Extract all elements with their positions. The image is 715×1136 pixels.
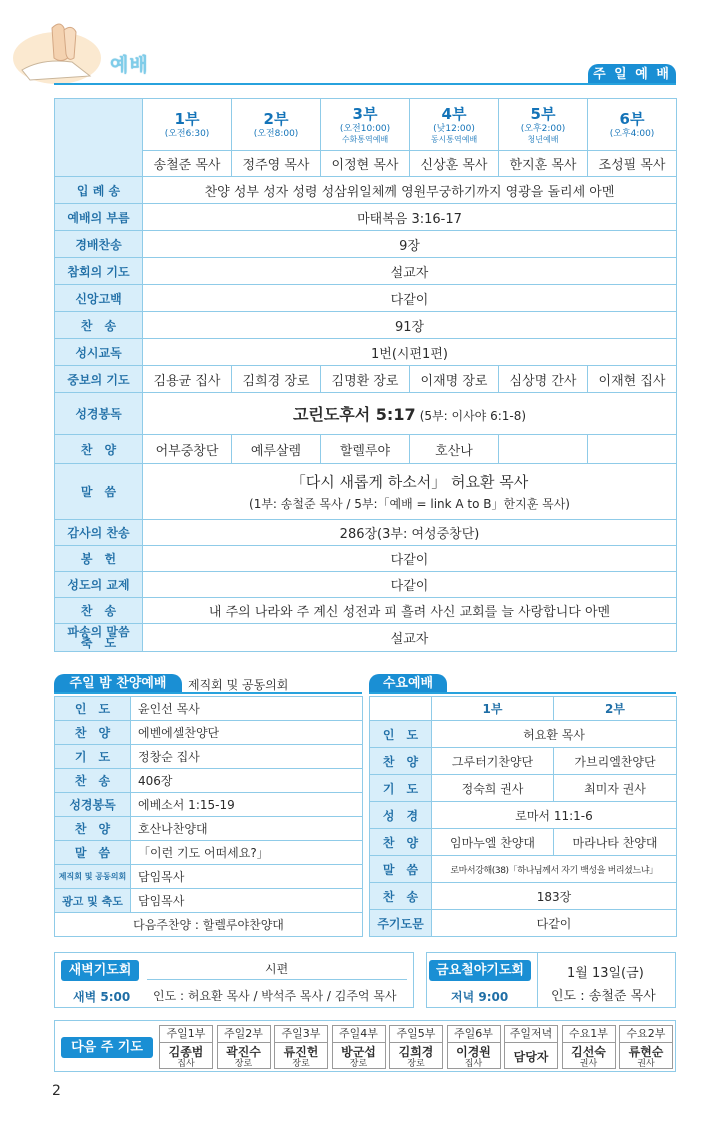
service-5-header: 5부 (오후2:00) 청년예배 bbox=[499, 99, 588, 151]
row-label: 찬 송 bbox=[370, 883, 432, 910]
sunday-evening-tab: 주일 밤 찬양예배 bbox=[54, 674, 182, 694]
prayer-1: 정숙희 권사 bbox=[432, 775, 554, 802]
col-header-2: 2부 bbox=[554, 697, 677, 721]
row-label: 찬 양 bbox=[55, 721, 131, 745]
row-label: 경배찬송 bbox=[55, 231, 143, 258]
friday-divider bbox=[537, 953, 538, 1007]
psalter-reading: 1번(시편1편) bbox=[143, 339, 677, 366]
next-week-day: 주일6부 bbox=[448, 1026, 500, 1043]
anthem-2: 가브리엘찬양단 bbox=[554, 748, 677, 775]
row-label: 말 씀 bbox=[55, 464, 143, 520]
row-value: 에벤에셀찬양단 bbox=[131, 721, 363, 745]
next-week-cell bbox=[389, 1025, 443, 1069]
call-to-worship: 마태복음 3:16-17 bbox=[143, 204, 677, 231]
anthem2-1: 임마누엘 찬양대 bbox=[432, 829, 554, 856]
pastor-2: 정주영 목사 bbox=[232, 151, 321, 177]
pastor-row bbox=[55, 151, 677, 177]
row-label: 찬 양 bbox=[370, 829, 432, 856]
next-week-name: 방군섭 bbox=[341, 1045, 376, 1059]
praying-hands-icon bbox=[12, 18, 102, 84]
row-label: 찬 송 bbox=[55, 598, 143, 624]
wednesday-divider bbox=[369, 692, 676, 694]
next-week-role: 권사 bbox=[637, 1059, 655, 1069]
dawn-leaders: 인도 : 허요환 목사 / 박석주 목사 / 김주억 목사 bbox=[153, 989, 397, 1003]
friday-prayer-tab: 금요철야기도회 bbox=[429, 960, 531, 981]
intercessor: 김명환 장로 bbox=[321, 366, 410, 393]
anthem-choir bbox=[499, 435, 588, 464]
row-label: 인 도 bbox=[55, 697, 131, 721]
next-week-day: 주일3부 bbox=[275, 1026, 327, 1043]
service-header-row bbox=[55, 99, 677, 151]
sending-label: 파송의 말씀 bbox=[67, 624, 130, 639]
creed: 다같이 bbox=[143, 285, 677, 312]
scripture-note: (5부: 이사야 6:1-8) bbox=[419, 409, 527, 423]
row-label: 기 도 bbox=[55, 745, 131, 769]
service-3-header: 3부 (오전10:00) 수화통역예배 bbox=[321, 99, 410, 151]
service-2-header: 2부 (오전8:00) bbox=[232, 99, 321, 151]
anthem-choir bbox=[588, 435, 677, 464]
next-week-cell bbox=[274, 1025, 328, 1069]
sermon-value: 로마서강해(38)「하나님께서 자기 백성을 버리셨느냐」 bbox=[432, 856, 677, 883]
row-label: 기 도 bbox=[370, 775, 432, 802]
leader-value: 허요환 목사 bbox=[432, 721, 677, 748]
dawn-prayer-tab: 새벽기도회 bbox=[61, 960, 139, 981]
friday-time: 저녁 9:00 bbox=[451, 990, 509, 1004]
row-label: 말 씀 bbox=[370, 856, 432, 883]
next-week-day: 주일2부 bbox=[218, 1026, 270, 1043]
row-label: 성경봉독 bbox=[55, 393, 143, 435]
row-label: 참회의 기도 bbox=[55, 258, 143, 285]
sending-benediction: 설교자 bbox=[143, 624, 677, 652]
sunday-evening-divider bbox=[54, 692, 362, 694]
page-header bbox=[0, 0, 715, 88]
sunday-order-table bbox=[54, 98, 677, 652]
sermon bbox=[143, 464, 677, 520]
service-4-header: 4부 (낮12:00) 동시통역예배 bbox=[410, 99, 499, 151]
dawn-time: 새벽 5:00 bbox=[73, 990, 131, 1004]
fellowship: 다같이 bbox=[143, 572, 677, 598]
next-week-cell bbox=[619, 1025, 673, 1069]
row-label: 입 례 송 bbox=[55, 177, 143, 204]
intercessor: 김희경 장로 bbox=[232, 366, 321, 393]
scripture-reading bbox=[143, 393, 677, 435]
dawn-divider bbox=[147, 979, 407, 980]
page-number: 2 bbox=[52, 1083, 61, 1099]
pastor-6: 조성필 목사 bbox=[588, 151, 677, 177]
row-label: 예배의 부름 bbox=[55, 204, 143, 231]
next-week-prayer-box bbox=[54, 1020, 676, 1072]
intercessor: 이재현 집사 bbox=[588, 366, 677, 393]
pastor-4: 신상훈 목사 bbox=[410, 151, 499, 177]
anthem2-2: 마라나타 찬양대 bbox=[554, 829, 677, 856]
next-week-role: 장로 bbox=[407, 1059, 425, 1069]
row-value: 호산나찬양대 bbox=[131, 817, 363, 841]
row-label: 찬 송 bbox=[55, 312, 143, 339]
row-label: 광고 및 축도 bbox=[55, 889, 131, 913]
row-label: 찬 양 bbox=[55, 817, 131, 841]
row-value: 「이런 기도 어떠세요?」 bbox=[131, 841, 363, 865]
next-week-day: 주일저녁 bbox=[505, 1026, 557, 1043]
hymn-1: 91장 bbox=[143, 312, 677, 339]
sermon-title: 「다시 새롭게 하소서」 허요환 목사 bbox=[290, 473, 529, 491]
next-week-name: 김선숙 bbox=[571, 1045, 606, 1059]
dawn-prayer-box bbox=[54, 952, 414, 1008]
intercessor: 이재명 장로 bbox=[410, 366, 499, 393]
friday-date: 1월 13일(금) bbox=[567, 966, 644, 981]
row-label: 주기도문 bbox=[370, 910, 432, 937]
row-label: 성경봉독 bbox=[55, 793, 131, 817]
anthem-choir: 호산나 bbox=[410, 435, 499, 464]
next-week-day: 수요2부 bbox=[620, 1026, 672, 1043]
next-week-day: 수요1부 bbox=[563, 1026, 615, 1043]
row-value: 담임목사 bbox=[131, 889, 363, 913]
entrance-hymn: 찬양 성부 성자 성령 성삼위일체께 영원무궁하기까지 영광을 돌리세 아멘 bbox=[143, 177, 677, 204]
row-label: 찬 송 bbox=[55, 769, 131, 793]
anthem-choir: 할렐루야 bbox=[321, 435, 410, 464]
row-value: 담임목사 bbox=[131, 865, 363, 889]
col-header-1: 1부 bbox=[432, 697, 554, 721]
next-week-cell bbox=[332, 1025, 386, 1069]
pastor-1: 송철준 목사 bbox=[143, 151, 232, 177]
pastor-5: 한지훈 목사 bbox=[499, 151, 588, 177]
sunday-evening-subtitle: 제직회 및 공동의회 bbox=[188, 678, 289, 692]
anthem-choir: 어부중창단 bbox=[143, 435, 232, 464]
next-week-role: 장로 bbox=[234, 1059, 253, 1069]
wednesday-table bbox=[369, 696, 677, 937]
anthem-1: 그루터기찬양단 bbox=[432, 748, 554, 775]
row-label: 인 도 bbox=[370, 721, 432, 748]
row-label-sending bbox=[55, 624, 143, 652]
service-1-header: 1부 (오전6:30) bbox=[143, 99, 232, 151]
header-divider bbox=[54, 83, 676, 85]
next-week-name: 김희경 bbox=[398, 1045, 434, 1059]
next-week-day: 주일4부 bbox=[333, 1026, 385, 1043]
row-value: 윤인선 목사 bbox=[131, 697, 363, 721]
next-week-cell bbox=[159, 1025, 213, 1069]
repentance-prayer: 설교자 bbox=[143, 258, 677, 285]
row-label: 말 씀 bbox=[55, 841, 131, 865]
next-week-prayer-tab: 다음 주 기도 bbox=[61, 1037, 153, 1058]
section-title: 예배 bbox=[110, 54, 149, 76]
scripture-value: 로마서 11:1-6 bbox=[432, 802, 677, 829]
row-label: 성도의 교제 bbox=[55, 572, 143, 598]
next-week-day: 주일1부 bbox=[160, 1026, 212, 1043]
row-value: 에베소서 1:15-19 bbox=[131, 793, 363, 817]
corner-cell bbox=[370, 697, 432, 721]
benediction-label: 축 도 bbox=[80, 635, 117, 650]
hymn-value: 183장 bbox=[432, 883, 677, 910]
next-week-role: 권사 bbox=[579, 1059, 598, 1069]
next-week-name: 담당자 bbox=[513, 1050, 549, 1064]
intercessor: 김용균 집사 bbox=[143, 366, 232, 393]
next-week-role: 집사 bbox=[464, 1059, 483, 1069]
next-week-cell bbox=[217, 1025, 271, 1069]
lords-prayer-value: 다같이 bbox=[432, 910, 677, 937]
friday-leader: 인도 : 송철준 목사 bbox=[551, 989, 656, 1004]
next-week-cell bbox=[504, 1025, 558, 1069]
next-week-cell bbox=[562, 1025, 616, 1069]
row-label: 봉 헌 bbox=[55, 546, 143, 572]
prayer-2: 최미자 권사 bbox=[554, 775, 677, 802]
scripture-main: 고린도후서 5:17 bbox=[292, 405, 416, 424]
next-week-role: 집사 bbox=[177, 1059, 195, 1069]
row-label: 중보의 기도 bbox=[55, 366, 143, 393]
next-week-name: 류현순 bbox=[628, 1045, 664, 1059]
row-value: 정창순 집사 bbox=[131, 745, 363, 769]
dawn-text: 시편 bbox=[265, 962, 289, 976]
row-label: 성 경 bbox=[370, 802, 432, 829]
next-week-name: 류진헌 bbox=[283, 1045, 319, 1059]
wednesday-tab: 수요예배 bbox=[369, 674, 447, 694]
next-week-role: 장로 bbox=[292, 1059, 310, 1069]
next-week-name: 이경원 bbox=[456, 1045, 491, 1059]
row-label: 신앙고백 bbox=[55, 285, 143, 312]
thanks-hymn: 286장(3부: 여성중창단) bbox=[143, 520, 677, 546]
offering: 다같이 bbox=[143, 546, 677, 572]
next-week-cell bbox=[447, 1025, 501, 1069]
praise-hymn: 9장 bbox=[143, 231, 677, 258]
hymn-2: 내 주의 나라와 주 계신 성전과 피 흘려 사신 교회를 늘 사랑합니다 아멘 bbox=[143, 598, 677, 624]
next-week-anthem: 다음주찬양 : 할렐루야찬양대 bbox=[55, 913, 363, 937]
pastor-3: 이정현 목사 bbox=[321, 151, 410, 177]
next-week-name: 곽진수 bbox=[226, 1045, 261, 1059]
row-label: 제직회 및 공동의회 bbox=[55, 865, 131, 889]
next-week-name: 김종범 bbox=[168, 1045, 204, 1059]
row-label: 찬 양 bbox=[370, 748, 432, 775]
row-label: 찬 양 bbox=[55, 435, 143, 464]
sunday-evening-table bbox=[54, 696, 363, 937]
next-week-role: 장로 bbox=[349, 1059, 368, 1069]
anthem-choir: 예루살렘 bbox=[232, 435, 321, 464]
sunday-worship-tab: 주 일 예 배 bbox=[588, 64, 676, 85]
row-label: 성시교독 bbox=[55, 339, 143, 366]
friday-prayer-box bbox=[426, 952, 676, 1008]
intercessor: 심상명 간사 bbox=[499, 366, 588, 393]
sermon-note: (1부: 송철준 목사 / 5부:「예배 = link A to B」한지훈 목사) bbox=[249, 497, 570, 511]
row-value: 406장 bbox=[131, 769, 363, 793]
service-6-header: 6부 (오후4:00) bbox=[588, 99, 677, 151]
next-week-day: 주일5부 bbox=[390, 1026, 442, 1043]
row-label: 감사의 찬송 bbox=[55, 520, 143, 546]
corner-cell bbox=[55, 99, 143, 177]
